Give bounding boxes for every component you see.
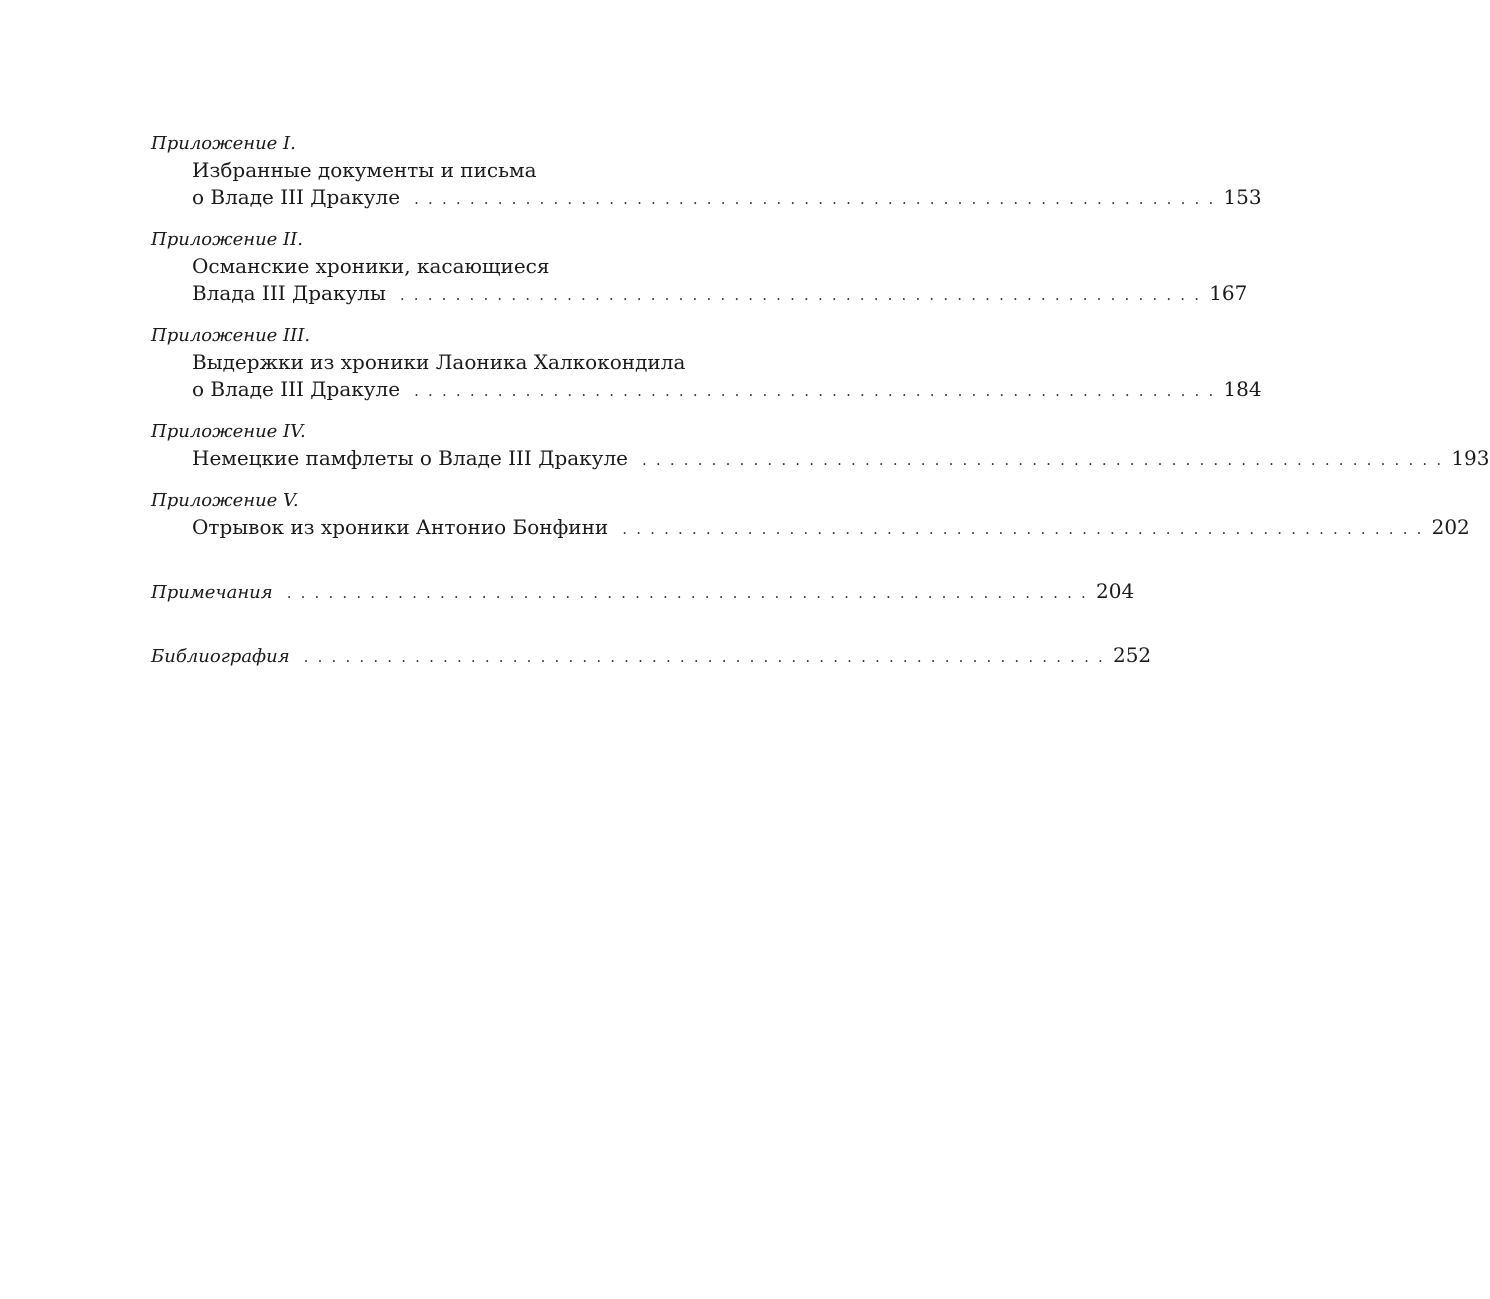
appendix-4-title: Немецкие памфлеты о Владе III Дракуле	[192, 446, 628, 470]
notes-page: 204	[1096, 579, 1135, 603]
bibliography-title: Библиография	[151, 646, 290, 667]
leader-dots: . . . . . . . . . . . . . . . . . . . . . . . . . . . . . . . . . . . . . . . . . . . . . . . . . . . . . . . . . .	[622, 520, 1424, 538]
appendix-5-entry[interactable]	[192, 514, 1470, 540]
appendix-1-heading: Приложение I.	[151, 133, 296, 154]
notes-title: Примечания	[151, 582, 273, 603]
bibliography-entry[interactable]	[151, 642, 1152, 668]
leader-dots: . . . . . . . . . . . . . . . . . . . . . . . . . . . . . . . . . . . . . . . . . . . . . . . . . . . . . . . . . .	[414, 382, 1216, 400]
leader-dots: . . . . . . . . . . . . . . . . . . . . . . . . . . . . . . . . . . . . . . . . . . . . . . . . . . . . . . . . . .	[642, 451, 1444, 469]
bibliography-page: 252	[1112, 643, 1152, 667]
appendix-3-page: 184	[1223, 377, 1262, 401]
leader-dots: . . . . . . . . . . . . . . . . . . . . . . . . . . . . . . . . . . . . . . . . . . . . . . . . . . . . . . . . . .	[286, 584, 1089, 602]
appendix-4-page: 193	[1451, 446, 1490, 470]
appendix-2-entry[interactable]	[192, 280, 1248, 306]
appendix-2-heading: Приложение II.	[151, 229, 303, 250]
appendix-3-title-last: о Владе III Дракуле	[192, 377, 401, 401]
appendix-1-title-last: о Владе III Дракуле	[192, 185, 401, 209]
appendix-3-title-line: Выдержки из хроники Лаоника Халкокондила	[192, 350, 686, 374]
leader-dots: . . . . . . . . . . . . . . . . . . . . . . . . . . . . . . . . . . . . . . . . . . . . . . . . . . . . . . . . . .	[414, 190, 1216, 208]
appendix-3-entry[interactable]	[192, 376, 1262, 402]
appendix-1-page: 153	[1223, 185, 1262, 209]
appendix-4-entry[interactable]	[192, 445, 1490, 471]
appendix-1-entry[interactable]	[192, 184, 1262, 210]
appendix-4-heading: Приложение IV.	[151, 421, 306, 442]
appendix-2-title-last: Влада III Дракулы	[192, 281, 386, 305]
appendix-3-heading: Приложение III.	[151, 325, 311, 346]
appendix-2-page: 167	[1209, 281, 1248, 305]
leader-dots: . . . . . . . . . . . . . . . . . . . . . . . . . . . . . . . . . . . . . . . . . . . . . . . . . . . . . . . . . .	[303, 648, 1105, 666]
leader-dots: . . . . . . . . . . . . . . . . . . . . . . . . . . . . . . . . . . . . . . . . . . . . . . . . . . . . . . . . . .	[399, 286, 1202, 304]
appendix-2-title-line: Османские хроники, касающиеся	[192, 254, 550, 278]
notes-entry[interactable]	[151, 578, 1135, 604]
appendix-5-heading: Приложение V.	[151, 490, 299, 511]
appendix-5-page: 202	[1431, 515, 1470, 539]
appendix-1-title-line: Избранные документы и письма	[192, 158, 537, 182]
appendix-5-title: Отрывок из хроники Антонио Бонфини	[192, 515, 609, 539]
